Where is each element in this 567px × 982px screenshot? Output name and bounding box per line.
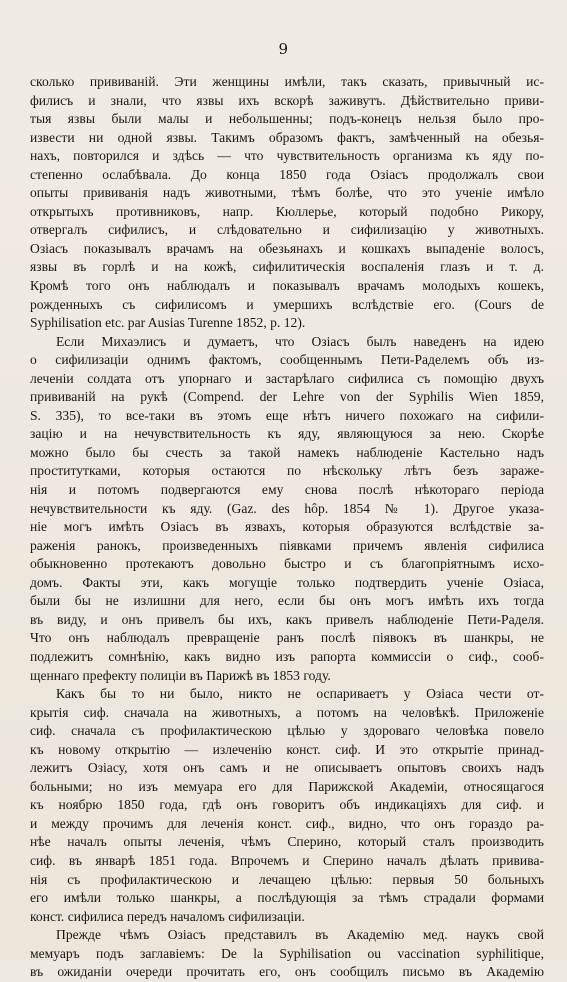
text-line: сколько прививаній. Эти женщины имѣли, такъ сказать, привычный ис- bbox=[30, 74, 544, 89]
text-line: Syphilisation etc. par Ausias Turenne 1852, p. 12). bbox=[30, 315, 306, 331]
text-line: извести ни одной язвы. Такимъ образомъ фактъ, замѣченный на обезья- bbox=[30, 129, 544, 145]
text-line: въ виду, и онъ привелъ бы ихъ, какъ привелъ наблюденіе Пети-Раделя. bbox=[30, 611, 544, 627]
text-line: открытыхъ противниковъ, напр. Кюллерье, который подобно Рикору, bbox=[30, 203, 544, 219]
text-line: его имѣли только шанкры, а послѣдующія за тѣмъ страдали формами bbox=[30, 890, 544, 906]
text-line: леченіи солдата отъ упорнаго и застарѣлаго сифилиса съ помощію двухъ bbox=[30, 370, 544, 386]
text-line: Кромѣ того онъ наблюдалъ и показывалъ врачамъ молодыхъ кошекъ, bbox=[30, 278, 544, 294]
text-line: язвы въ горлѣ и на кожѣ, сифилитическія воспаленія глазъ и т. д. bbox=[30, 259, 544, 275]
text-line: подлежитъ сомнѣнію, какъ видно изъ рапорта коммиссіи о сиф., сооб- bbox=[30, 648, 544, 664]
text-line: Прежде чѣмъ Озіасъ представилъ въ Академію мед. наукъ свой bbox=[56, 927, 544, 943]
text-line: ніе могъ имѣть Озіасъ въ язвахъ, которыя образуются вслѣдствіе за- bbox=[30, 519, 544, 535]
text-line: нечувствительности къ яду. (Gaz. des hôp. 1854 № 1). Другое указа- bbox=[30, 500, 544, 516]
text-line: въ ожиданіи очереди прочитать его, онъ сообщилъ письмо въ Академію bbox=[30, 964, 544, 980]
text-line: отвергалъ сифилисъ, и слѣдовательно и сифилизацію у животныхъ. bbox=[30, 222, 544, 238]
text-line: и между прочимъ для леченія конст. сиф., видно, что онъ гораздо ра- bbox=[30, 815, 544, 831]
text-line: Если Михаэлисъ и думаетъ, что Озіасъ былъ наведенъ на идею bbox=[56, 333, 544, 349]
text-line: домъ. Факты эти, какъ могущіе только подтвердить ученіе Озіаса, bbox=[30, 574, 544, 590]
text-line: Что онъ наблюдалъ превращеніе ранъ послѣ піявокъ въ шанкры, не bbox=[30, 630, 544, 646]
text-line: нахъ, повторился и здѣсь — что чувствительность организма къ яду по- bbox=[30, 148, 544, 164]
text-line: обыкновенно протекаютъ довольно быстро и съ благопріятнымъ исхо- bbox=[30, 556, 544, 572]
page-number: 9 bbox=[278, 40, 289, 58]
text-line: филисъ и знали, что язвы ихъ вскорѣ заживутъ. Дѣйствительно приви- bbox=[30, 92, 544, 108]
text-line: о сифилизаціи однимъ фактомъ, сообщеннымъ Пети-Раделемъ объ из- bbox=[30, 352, 544, 368]
text-line: сиф. сначала съ профилактическою цѣлью у здороваго человѣка повело bbox=[30, 723, 544, 739]
text-line: прививаній на рукѣ (Compend. der Lehre von der Syphilis Wien 1859, bbox=[30, 389, 544, 405]
text-line: лежитъ Озіасу, хотя онъ самъ и не описываетъ опытовъ своихъ надъ bbox=[30, 760, 544, 776]
text-line: сиф. въ январѣ 1851 года. Впрочемъ и Сперино началъ дѣлать привива- bbox=[30, 852, 544, 868]
text-line: опыты прививанія надъ животными, тѣмъ болѣе, что это ученіе имѣло bbox=[30, 185, 544, 201]
text-line: нія съ профилактическою и лечащею цѣлью: первыя 50 больныхъ bbox=[30, 871, 544, 887]
text-line: степенно ослабѣвала. До конца 1850 года Озіасъ продолжалъ свои bbox=[30, 166, 544, 182]
text-line: были бы не излишни для него, если бы онъ могъ имѣть ихъ тогда bbox=[30, 593, 544, 609]
text-line: нѣе началъ опыты леченія, чѣмъ Сперино, который сталъ производить bbox=[30, 834, 544, 850]
body-text bbox=[30, 73, 544, 982]
text-line: щеннаго префекту полиціи въ Парижѣ въ 1853 году. bbox=[30, 667, 331, 683]
text-line: рожденныхъ съ сифилисомъ и умершихъ вслѣдствіе его. (Cours de bbox=[30, 296, 544, 312]
text-line: Озіасъ показывалъ врачамъ на обезьянахъ и кошкахъ выпаденіе волосъ, bbox=[30, 240, 544, 256]
text-line: крытія сиф. сначала на животныхъ, а потомъ на человѣкѣ. Приложеніе bbox=[30, 704, 544, 720]
text-line: Какъ бы то ни было, никто не оспариваетъ у Озіаса чести от- bbox=[56, 686, 544, 702]
text-line: конст. сифилиса передъ началомъ сифилизаціи. bbox=[30, 908, 305, 924]
text-line: больными; но изъ мемуара его для Парижской Академіи, относящагося bbox=[30, 778, 544, 794]
text-line: нія и потомъ подвергаются ему снова послѣ нѣкотораго періода bbox=[30, 482, 544, 498]
text-line: къ новому открытію — излеченію конст. сиф. И это открытіе принад- bbox=[30, 741, 544, 757]
text-line: мемуаръ подъ заглавіемъ: De la Syphilisation ou vaccination syphilitique, bbox=[30, 945, 544, 961]
text-line: зацію и на нечувствительность къ яду, являющуюся за нею. Скорѣе bbox=[30, 426, 544, 442]
text-line: S. 335), то все-таки въ этомъ еще нѣтъ ничего похожаго на сифили- bbox=[30, 407, 544, 423]
text-line: тыя язвы были малы и небольшенны; подъ-конецъ нельзя было про- bbox=[30, 111, 544, 127]
text-line: раженія ранокъ, произведенныхъ піявками причемъ явленія сифилиса bbox=[30, 537, 544, 553]
text-line: проститутками, которыя остаются по нѣскольку лѣтъ безъ зараже- bbox=[30, 463, 544, 479]
text-line: къ ноябрю 1850 года, гдѣ онъ говоритъ объ индикаціяхъ для сиф. и bbox=[30, 797, 544, 813]
text-line: можно было бы счесть за такой намекъ наблюденіе Кастельно надъ bbox=[30, 444, 544, 460]
